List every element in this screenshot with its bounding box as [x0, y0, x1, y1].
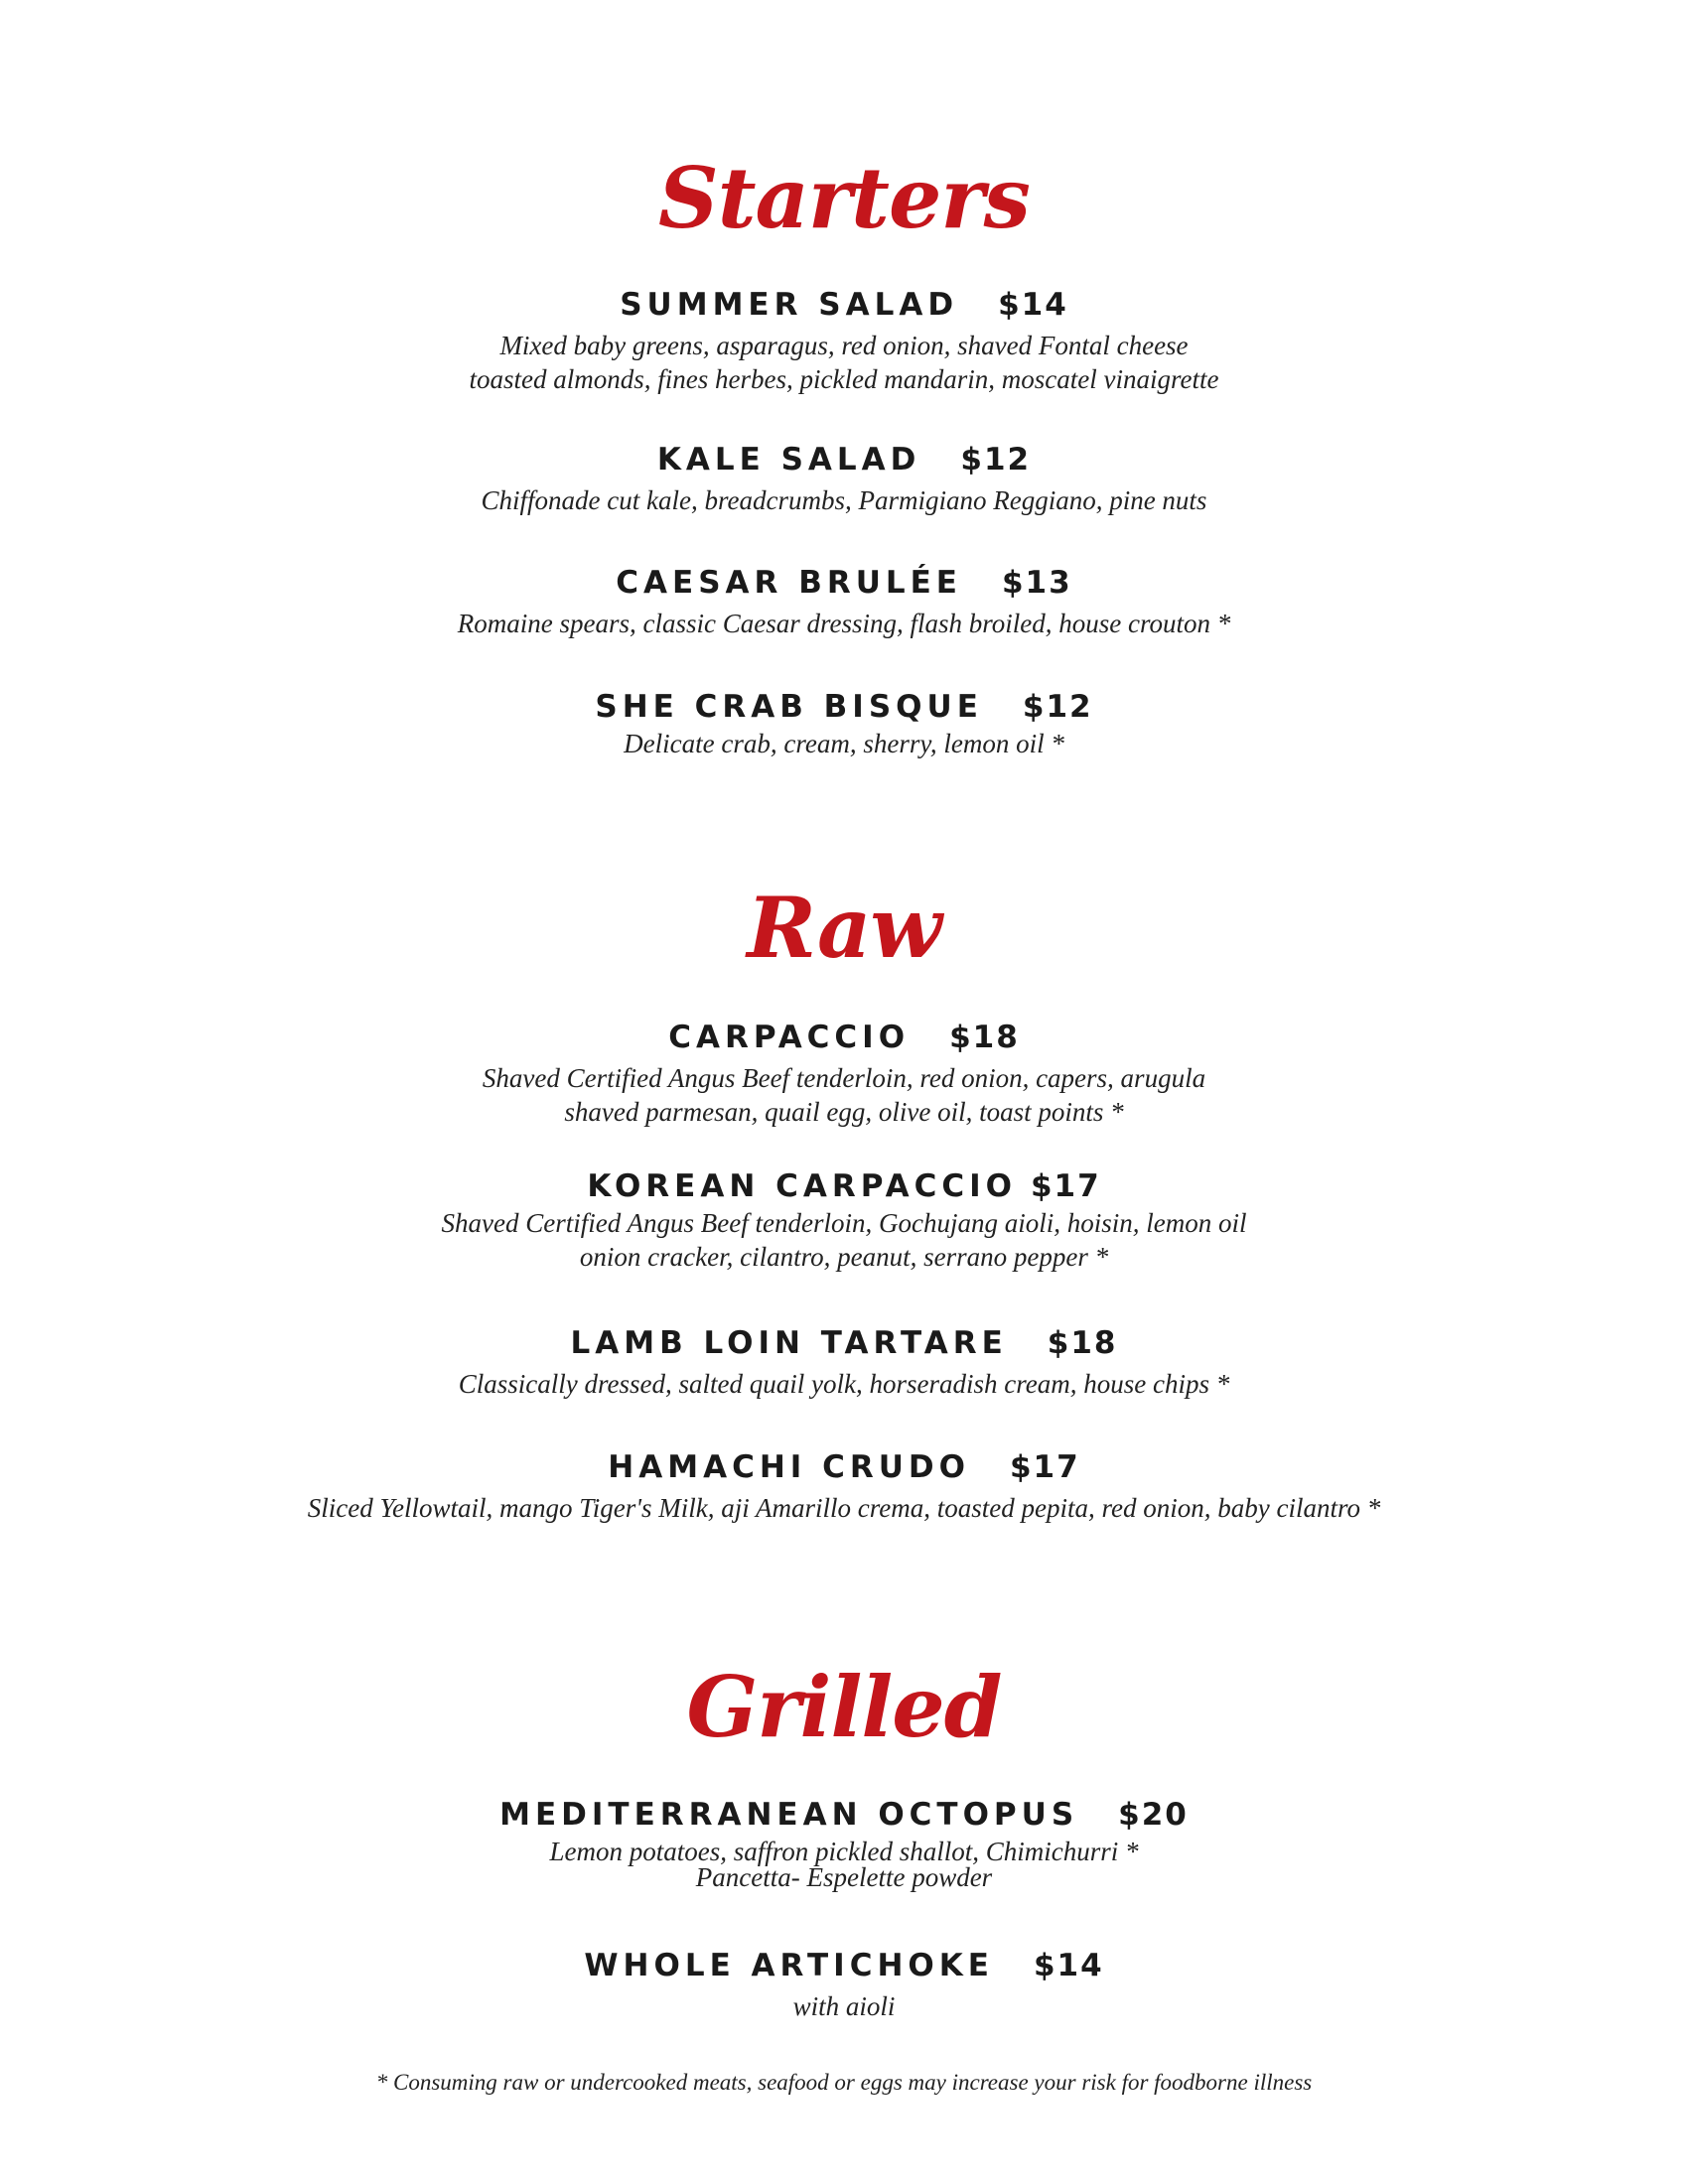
description-line: toasted almonds, fines herbes, pickled mandarin, moscatel vinaigrette — [469, 364, 1219, 394]
description-line: Shaved Certified Angus Beef tenderloin, Gochujang aioli, hoisin, lemon oil — [441, 1208, 1247, 1238]
menu-item-description — [0, 483, 1688, 517]
description-line: with aioli — [792, 1991, 896, 2021]
menu-item-price: $13 — [1001, 565, 1072, 601]
menu-item-price: $14 — [998, 287, 1068, 323]
menu-item-description — [0, 1491, 1688, 1525]
menu-item-name: KALE SALAD — [656, 442, 921, 478]
description-line: onion cracker, cilantro, peanut, serrano pepper * — [579, 1242, 1109, 1272]
description-line: Pancetta- Espelette powder — [695, 1862, 993, 1892]
menu-item-price: $14 — [1033, 1948, 1104, 1983]
description-line: Romaine spears, classic Caesar dressing, flash broiled, house crouton * — [457, 609, 1231, 638]
description-line: Delicate crab, cream, sherry, lemon oil * — [624, 729, 1064, 758]
menu-item-name: CARPACCIO — [668, 1020, 911, 1055]
menu-item-heading — [0, 1323, 1688, 1363]
menu-item-description — [0, 1989, 1688, 2023]
menu-item-heading — [0, 1166, 1688, 1206]
menu-item-name: WHOLE ARTICHOKE — [584, 1948, 994, 1983]
menu-item — [0, 1166, 1688, 1274]
description-line: Chiffonade cut kale, breadcrumbs, Parmigiano Reggiano, pine nuts — [481, 485, 1207, 515]
menu-item-price: $20 — [1118, 1797, 1189, 1833]
menu-item-name: HAMACHI CRUDO — [608, 1449, 970, 1485]
description-line: shaved parmesan, quail egg, olive oil, toast points * — [564, 1097, 1124, 1127]
food-safety-footnote: * Consuming raw or undercooked meats, seafood or eggs may increase your risk for foodborne illness — [375, 2070, 1313, 2095]
description-line: Lemon potatoes, saffron pickled shallot, Chimichurri * — [549, 1837, 1139, 1866]
menu-item-price: $17 — [1009, 1449, 1080, 1485]
menu-item — [0, 1018, 1688, 1129]
menu-item — [0, 563, 1688, 640]
description-line: Sliced Yellowtail, mango Tiger's Milk, aji Amarillo crema, toasted pepita, red onion, baby cilantro * — [307, 1493, 1381, 1523]
menu-item-name: KOREAN CARPACCIO — [587, 1168, 1017, 1204]
menu-item-heading — [0, 1018, 1688, 1057]
menu-item — [0, 1795, 1688, 1890]
menu-item-description — [0, 329, 1688, 396]
menu-item-name: SHE CRAB BISQUE — [595, 689, 983, 725]
section-title-grilled: Grilled — [686, 1658, 1002, 1756]
section-title-starters: Starters — [658, 149, 1030, 247]
menu-item-price: $12 — [960, 442, 1032, 478]
menu-item-name: MEDITERRANEAN OCTOPUS — [499, 1797, 1079, 1833]
menu-item-heading — [0, 687, 1688, 727]
menu-item-price: $18 — [1047, 1325, 1118, 1361]
menu-item-description — [0, 1839, 1688, 1890]
description-line: Mixed baby greens, asparagus, red onion, shaved Fontal cheese — [499, 331, 1189, 360]
menu-item-name: CAESAR BRULÉE — [616, 565, 962, 601]
menu-item-description — [0, 607, 1688, 640]
menu-item-heading — [0, 1447, 1688, 1487]
menu-item — [0, 440, 1688, 517]
menu-item-heading — [0, 1946, 1688, 1985]
menu-item-heading — [0, 1795, 1688, 1835]
menu-item — [0, 285, 1688, 396]
menu-item-name: LAMB LOIN TARTARE — [570, 1325, 1008, 1361]
menu-item-price: $18 — [949, 1020, 1020, 1055]
menu-item-heading — [0, 440, 1688, 479]
menu-item-description — [0, 1061, 1688, 1129]
description-line: Classically dressed, salted quail yolk, horseradish cream, house chips * — [458, 1369, 1230, 1399]
menu-item-description — [0, 1206, 1688, 1274]
menu-item-name: SUMMER SALAD — [620, 287, 959, 323]
menu-item-heading — [0, 285, 1688, 325]
menu-item — [0, 1447, 1688, 1525]
menu-item-price: $17 — [1030, 1168, 1101, 1204]
menu-item-heading — [0, 563, 1688, 603]
menu-item-description — [0, 1367, 1688, 1401]
menu-item-description — [0, 727, 1688, 760]
section-title-raw: Raw — [747, 879, 941, 977]
menu-item — [0, 1323, 1688, 1401]
description-line: Shaved Certified Angus Beef tenderloin, red onion, capers, arugula — [482, 1063, 1206, 1093]
menu-item — [0, 1946, 1688, 2023]
menu-item — [0, 687, 1688, 760]
menu-item-price: $12 — [1022, 689, 1093, 725]
